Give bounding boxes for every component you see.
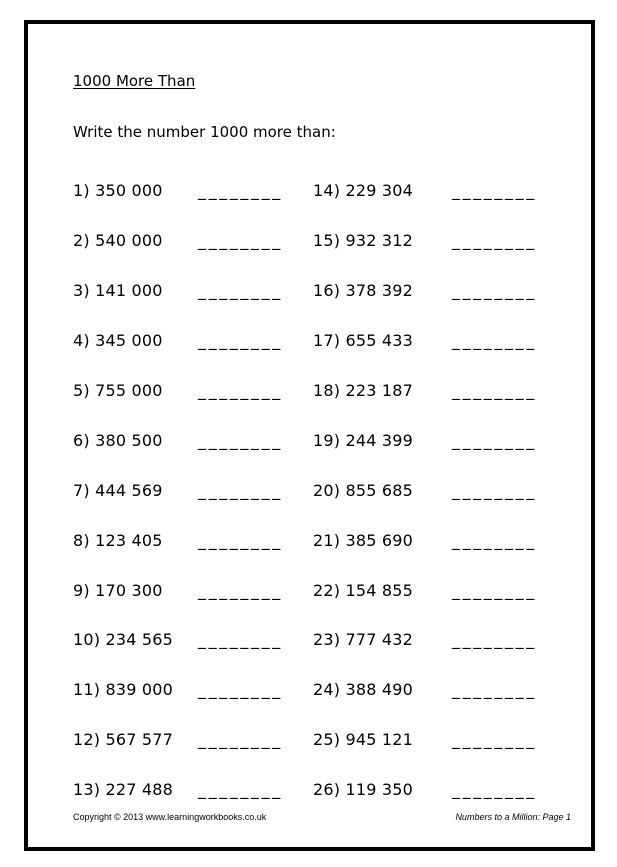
answer-blank: ________: [452, 780, 537, 800]
page-footer: Numbers to a Million: Page 1: [455, 812, 571, 822]
question-number: 1) 350 000: [73, 181, 163, 201]
right-question-column: [313, 166, 537, 815]
question-number: 7) 444 569: [73, 480, 163, 500]
question-row: [73, 166, 283, 216]
question-number: 26) 119 350: [313, 780, 414, 800]
question-number: 21) 385 690: [313, 530, 414, 550]
question-number: 15) 932 312: [313, 231, 414, 251]
question-row: [313, 665, 537, 715]
question-number: 23) 777 432: [313, 630, 414, 650]
question-number: 11) 839 000: [73, 680, 174, 700]
question-row: [73, 565, 283, 615]
question-row: [313, 515, 537, 565]
answer-blank: ________: [452, 181, 537, 201]
answer-blank: ________: [198, 780, 283, 800]
answer-blank: ________: [452, 231, 537, 251]
question-row: [73, 366, 283, 416]
question-number: 25) 945 121: [313, 730, 414, 750]
question-row: [313, 565, 537, 615]
question-number: 8) 123 405: [73, 530, 163, 550]
instruction-text: Write the number 1000 more than:: [73, 123, 336, 141]
answer-blank: ________: [198, 381, 283, 400]
question-number: 12) 567 577: [73, 730, 174, 750]
question-row: [73, 515, 283, 565]
question-number: 5) 755 000: [73, 381, 163, 400]
question-row: [313, 415, 537, 465]
question-row: [313, 316, 537, 366]
worksheet-title: 1000 More Than: [73, 72, 196, 90]
question-number: 20) 855 685: [313, 480, 414, 500]
answer-blank: ________: [452, 630, 537, 650]
question-row: [313, 366, 537, 416]
answer-blank: ________: [452, 281, 537, 301]
question-number: 22) 154 855: [313, 580, 414, 600]
answer-blank: ________: [452, 331, 537, 351]
question-row: [73, 665, 283, 715]
answer-blank: ________: [198, 680, 283, 700]
question-row: [313, 216, 537, 266]
question-row: [73, 765, 283, 815]
question-number: 4) 345 000: [73, 331, 163, 351]
answer-blank: ________: [452, 580, 537, 600]
question-number: 19) 244 399: [313, 430, 414, 450]
question-number: 13) 227 488: [73, 780, 174, 800]
question-row: [313, 715, 537, 765]
answer-blank: ________: [198, 430, 283, 450]
answer-blank: ________: [198, 281, 283, 301]
answer-blank: ________: [198, 530, 283, 550]
question-row: [73, 216, 283, 266]
answer-blank: ________: [452, 730, 537, 750]
answer-blank: ________: [198, 630, 283, 650]
question-row: [313, 166, 537, 216]
question-number: 3) 141 000: [73, 281, 163, 301]
question-number: 24) 388 490: [313, 680, 414, 700]
question-row: [73, 465, 283, 515]
answer-blank: ________: [198, 730, 283, 750]
question-number: 18) 223 187: [313, 381, 414, 400]
answer-blank: ________: [198, 181, 283, 201]
question-row: [313, 266, 537, 316]
question-row: [313, 615, 537, 665]
question-row: [73, 615, 283, 665]
answer-blank: ________: [198, 331, 283, 351]
answer-blank: ________: [198, 580, 283, 600]
answer-blank: ________: [452, 430, 537, 450]
question-number: 14) 229 304: [313, 181, 414, 201]
answer-blank: ________: [452, 680, 537, 700]
left-question-column: [73, 166, 283, 815]
question-row: [313, 465, 537, 515]
answer-blank: ________: [198, 480, 283, 500]
question-row: [313, 765, 537, 815]
question-number: 17) 655 433: [313, 331, 414, 351]
question-row: [73, 316, 283, 366]
question-row: [73, 415, 283, 465]
question-number: 16) 378 392: [313, 281, 414, 301]
answer-blank: ________: [452, 530, 537, 550]
question-number: 9) 170 300: [73, 580, 163, 600]
question-number: 10) 234 565: [73, 630, 174, 650]
question-row: [73, 266, 283, 316]
answer-blank: ________: [452, 480, 537, 500]
copyright-footer: Copyright © 2013 www.learningworkbooks.co.uk: [73, 812, 267, 822]
answer-blank: ________: [452, 381, 537, 400]
question-number: 2) 540 000: [73, 231, 163, 251]
answer-blank: ________: [198, 231, 283, 251]
question-number: 6) 380 500: [73, 430, 163, 450]
question-row: [73, 715, 283, 765]
